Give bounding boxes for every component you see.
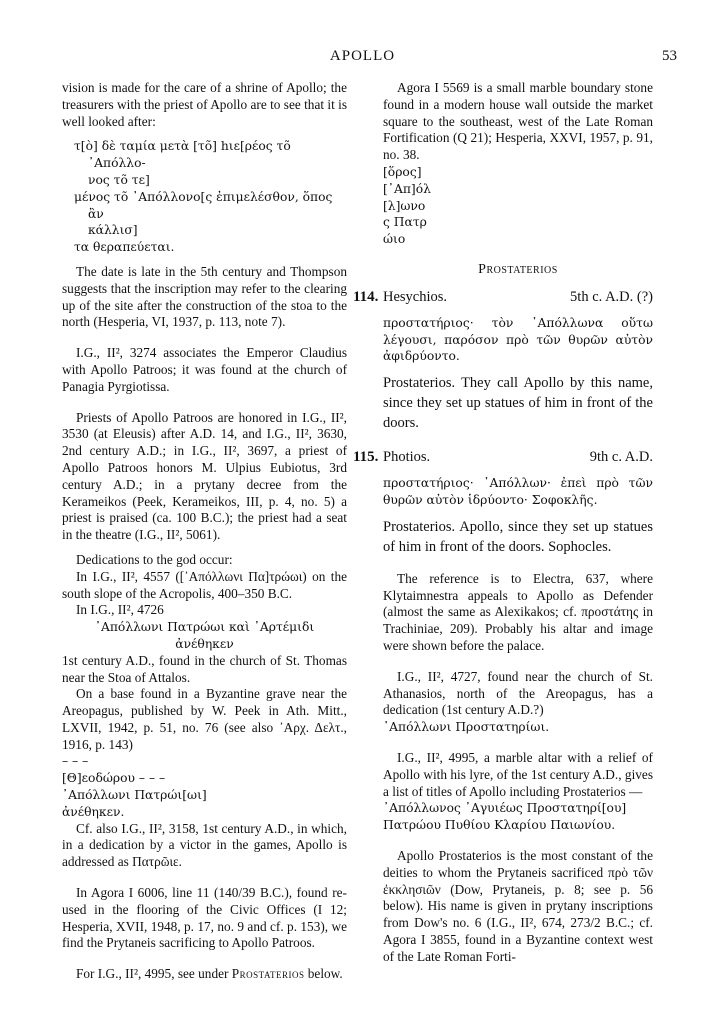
greek-line: ἀνέθηκεν. (62, 804, 125, 819)
greek-line: ᾽Απόλλωνι Προστατηρίωι. (383, 720, 550, 735)
entry-source: Hesychios. (383, 288, 448, 305)
paragraph: In I.G., II², 4557 ([᾽Απόλλωνι Πα]τρώωι) on the south slope of the Acropolis, 400–350 B.C. (62, 568, 347, 601)
greek-inscription (62, 619, 347, 653)
paragraph: vision is made for the care of a shrine of Apollo; the treasurers with the priest of Apollo are to see that it is well looked after: (62, 80, 347, 129)
entry-source: Photios. (383, 449, 431, 466)
text-run: below. (307, 966, 343, 982)
entry-date: 5th c. A.D. (?) (570, 288, 653, 305)
running-header (0, 48, 725, 68)
section-heading: Prostaterios (478, 261, 558, 277)
paragraph: I.G., II², 4727, found near the church of St. Athanasios, north of the Areopagus, has a dedication (1st century A.D.?) (383, 668, 653, 718)
greek-line: νος τõ τε] (88, 172, 150, 187)
greek-line: [Θ]εοδώρου – – – (62, 771, 166, 786)
left-column (62, 80, 347, 983)
greek-inscription (62, 138, 347, 256)
greek-line: τα θεραπεύεται. (74, 240, 175, 255)
greek-line: – – – (62, 754, 89, 769)
paragraph: I.G., II², 3274 associates the Emperor Claudius with Apollo Patroos; it was found at the church of Panagia Pyrgiotissa. (62, 345, 347, 394)
paragraph: 1st century A.D., found in the church of St. Thomas near the Stoa of Attalos. (62, 652, 347, 685)
right-column (353, 80, 653, 965)
greek-line: κάλλισ] (88, 223, 138, 238)
paragraph (62, 966, 347, 983)
greek-line: [ὅρος] (383, 164, 422, 179)
greek-inscription (62, 753, 347, 820)
paragraph: On a base found in a Byzantine grave near the Areopagus, published by W. Peek in Ath. Mitt., LXVII, 1942, p. 51, no. 76 (see also ᾽Αρχ. Δελτ., 1916, p. 143) (62, 686, 347, 752)
greek-line: ς Πατρ (383, 215, 427, 230)
entry-date: 9th c. A.D. (589, 449, 653, 466)
text-run: For I.G., II², 4995, see under (76, 966, 229, 982)
greek-line: ώιο (383, 232, 406, 247)
greek-line: ᾽Απόλλωνι Πατρώωι καὶ ᾽Αρτέμιδι (94, 620, 315, 635)
paragraph: In I.G., II², 4726 (76, 602, 164, 618)
source-entry (353, 447, 653, 467)
paragraph: The reference is to Electra, 637, where Klytaimnestra appeals to Apollo as Defender (almost the same as Alexikakos; cf. προστάτης in Trachiniae, 209). Probably his altar and image were shown before the palace. (383, 570, 653, 653)
greek-line: μένος τõ ᾽Απόλλονο[ς ἐπιμελέσθον, ὅπος ἂν (74, 189, 333, 221)
entry-number: 114. (353, 288, 379, 305)
translation: Prostaterios. They call Apollo by this name, since they set up statues of him in front of the doors. (383, 375, 653, 432)
running-title: APOLLO (329, 48, 396, 64)
greek-line: τ[ὸ] δὲ ταμία μετὰ [τõ] hιε[ρέος τõ ᾽Απόλλο- (74, 139, 291, 171)
greek-line: ἀνέθηκεν (175, 636, 234, 651)
greek-line: Πατρώου Πυθίου Κλαρίου Παιωνίου. (383, 818, 616, 833)
paragraph: Apollo Prostaterios is the most constant of the deities to whom the Prytaneis sacrificed πρὸ τῶν ἐκκλησιῶν (Dow, Prytaneis, p. 8; see p. 56 below). His name is given in prytany inscriptions from Dow's no. 6 (I.G., II², 674, 273/2 B.C.; cf. Agora I 3855, found in a Byzantine context west of the Late Roman Forti- (383, 847, 653, 964)
section-reference: Prostaterios (231, 966, 305, 982)
paragraph: In Agora I 6006, line 11 (140/39 B.C.), found re-used in the flooring of the Civic Offices (I 12; Hesperia, XVII, 1948, p. 17, no. 9 and cf. p. 153), we find the Prytaneis sacrificing to Apollo Patroos. (62, 885, 347, 951)
greek-line: ᾽Απόλλωνος ᾽Αγυιέως Προστατηρί[ου] (383, 801, 627, 816)
greek-inscription (383, 800, 653, 834)
greek-line: ᾽Απόλλωνι Πατρώι[ωι] (62, 788, 207, 803)
paragraph: Cf. also I.G., II², 3158, 1st century A.D., in which, in a dedication by a victor in the games, Apollo is addressed as Πατρῶιε. (62, 820, 347, 870)
paragraph: Agora I 5569 is a small marble boundary stone found in a modern house wall outside the market square to the southeast, west of the Late Roman Fortification (Q 21); Hesperia, XXVI, 1957, p. 91, no. 38. (383, 80, 653, 163)
greek-quote: προστατήριος· τὸν ᾽Απόλλωνα οὕτω λέγουσι, παρόσον πρὸ τῶν θυρῶν αὐτὸν ἀφιδρύοντο. (383, 315, 653, 364)
source-entry (353, 287, 653, 307)
paragraph: The date is late in the 5th century and Thompson suggests that the inscription may refer to the clearing up of the site after the construction of the stoa to the north (Hesperia, VI, 1937, p. 113, note 7). (62, 263, 347, 330)
paragraph: Priests of Apollo Patroos are honored in I.G., II², 3530 (at Eleusis) after A.D. 14, and I.G., II², 3630, 2nd century A.D.; in I.G., II², 3697, a priest of Apollo Patroos honors M. Ulpius Eubiotus, 3rd century A.D.; in a prytany decree from the Kerameikos (Peek, Kerameikos, III, p. 4, no. 5) a priest is praised (ca. 100 B.C.); the priest had a seat in the theatre (I.G., II², 5061). (62, 409, 347, 543)
greek-line: [λ]ωνο (383, 198, 426, 213)
greek-inscription (383, 164, 653, 248)
translation: Prostaterios. Apollo, since they set up statues of him in front of the doors. Sophocles. (383, 518, 653, 555)
page-number: 53 (662, 48, 677, 64)
entry-number: 115. (353, 449, 379, 466)
greek-quote: προστατήριος· ᾽Απόλλων· ἐπεὶ πρὸ τῶν θυρῶν αὐτὸν ἱδρύοντο· Σοφοκλῆς. (383, 476, 653, 507)
paragraph: I.G., II², 4995, a marble altar with a relief of Apollo with his lyre, of the 1st century A.D., gives a list of titles of Apollo including Prostaterios — (383, 749, 653, 799)
paragraph: Dedications to the god occur: (76, 551, 233, 567)
greek-line: [᾽Απ]όλ (383, 181, 431, 196)
